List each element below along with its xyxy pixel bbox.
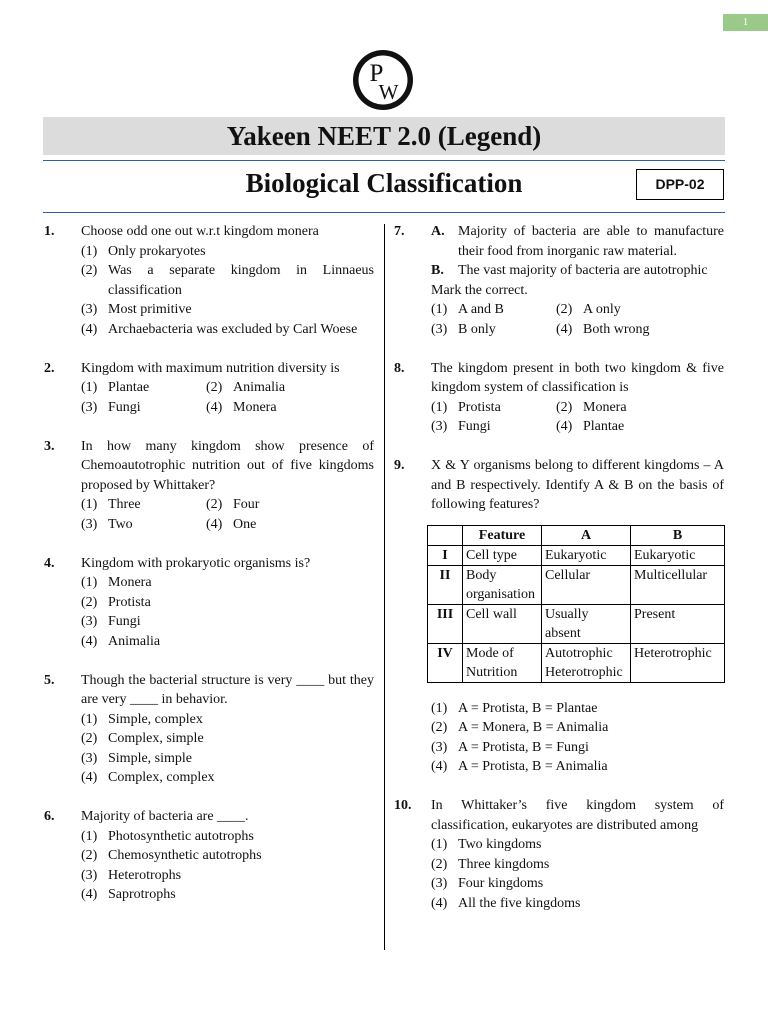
table-row (428, 643, 725, 682)
option-label: (4) (81, 770, 98, 785)
option-item (81, 378, 206, 398)
table-row (428, 565, 725, 604)
option-text: Most primitive (108, 302, 192, 317)
document-title: Yakeen NEET 2.0 (Legend) (43, 117, 725, 155)
option-item (556, 320, 724, 340)
option-label: (4) (431, 895, 448, 911)
features-table (427, 525, 725, 683)
statement-label: A. (431, 224, 445, 239)
option-item (206, 495, 374, 515)
option-label: (2) (81, 263, 98, 278)
question-text: X & Y organisms belong to different kingdoms – A and B respectively. Identify A & B on the basis of following features? (431, 458, 724, 512)
option-label: (1) (431, 700, 448, 716)
table-header-cell: B (631, 525, 725, 545)
option-text: Three kingdoms (458, 856, 550, 872)
question-text: Kingdom with prokaryotic organisms is? (81, 555, 311, 571)
question-number: 6. (44, 809, 55, 824)
table-cell: Usually absent (542, 604, 631, 643)
question-number: 2. (44, 360, 55, 376)
statement-text: Majority of bacteria are able to manufacture their food from inorganic raw material. (458, 224, 724, 259)
option-item (81, 827, 374, 847)
option-label: (2) (431, 856, 448, 872)
question-text: Choose odd one out w.r.t kingdom monera (81, 224, 319, 239)
option-text: Archaebacteria was excluded by Carl Woese (108, 321, 358, 337)
title-rule (43, 160, 725, 161)
option-item (81, 885, 374, 905)
dpp-label-box: DPP-02 (636, 169, 724, 200)
option-item (81, 846, 374, 866)
question-text: Though the bacterial structure is very ____ but they are very ____ in behavior. (81, 672, 374, 707)
option-text: Simple, complex (108, 711, 203, 727)
option-text: All the five kingdoms (458, 895, 581, 911)
option-item (431, 874, 724, 894)
options-list (431, 835, 724, 913)
option-text: Animalia (233, 380, 286, 395)
option-item (431, 757, 724, 777)
options-list (431, 398, 724, 437)
table-cell: Heterotrophic (631, 643, 725, 682)
question-8 (394, 359, 724, 437)
option-label: (2) (81, 594, 98, 610)
option-item (431, 894, 724, 914)
question-text: The kingdom present in both two kingdom & five kingdom system of classification is (431, 360, 724, 395)
option-text: A = Protista, B = Fungi (458, 739, 589, 755)
option-text: Plantae (583, 419, 625, 434)
question-6 (44, 807, 374, 905)
option-text: A and B (458, 302, 504, 317)
option-item (431, 320, 556, 340)
question-number: 5. (44, 672, 55, 688)
question-text: Majority of bacteria are ____. (81, 809, 249, 824)
option-item (431, 718, 724, 738)
question-text: Kingdom with maximum nutrition diversity is (81, 360, 340, 376)
table-row (428, 545, 725, 565)
option-label: (2) (556, 302, 573, 317)
table-row (428, 604, 725, 643)
option-text: Monera (233, 399, 277, 415)
option-item (81, 320, 374, 340)
option-text: Four (233, 497, 260, 512)
option-label: (4) (556, 321, 573, 337)
option-text: Monera (108, 575, 152, 590)
option-text: Four kingdoms (458, 876, 544, 891)
option-item (81, 515, 206, 535)
table-header-cell (428, 525, 463, 545)
option-text: Only prokaryotes (108, 243, 206, 259)
option-text: One (233, 516, 257, 532)
option-text: Animalia (108, 633, 161, 649)
option-item (81, 632, 374, 652)
option-text: Complex, complex (108, 770, 215, 785)
option-label: (3) (81, 867, 98, 883)
question-7 (394, 222, 724, 339)
option-text: Complex, simple (108, 731, 204, 746)
table-cell: Cell type (463, 545, 542, 565)
option-label: (1) (431, 837, 448, 852)
option-text: Photosynthetic autotrophs (108, 828, 254, 844)
option-item (81, 749, 374, 769)
option-label: (1) (81, 243, 98, 259)
question-number: 7. (394, 224, 405, 239)
option-item (431, 300, 556, 320)
option-label: (3) (81, 399, 98, 415)
option-item (431, 738, 724, 758)
document-subtitle: Biological Classification (245, 168, 523, 198)
option-label: (1) (81, 497, 98, 512)
table-header-row (428, 525, 725, 545)
option-label: (1) (81, 828, 98, 844)
option-label: (2) (556, 399, 573, 415)
option-item (431, 417, 556, 437)
question-number: 9. (394, 458, 405, 473)
option-item (81, 495, 206, 515)
option-item (81, 300, 374, 320)
option-item (81, 593, 374, 613)
option-item (556, 300, 724, 320)
option-text: Chemosynthetic autotrophs (108, 848, 262, 863)
svg-text:W: W (378, 80, 399, 104)
option-item (431, 699, 724, 719)
option-text: Saprotrophs (108, 887, 176, 902)
option-text: Three (108, 497, 141, 512)
option-text: Fungi (458, 419, 491, 434)
page-number-badge: 1 (723, 14, 768, 31)
option-text: Was a separate kingdom in Linnaeus classification (108, 263, 374, 298)
options-list (81, 495, 374, 534)
question-number: 1. (44, 224, 55, 239)
column-divider (384, 224, 385, 950)
option-label: (4) (81, 633, 98, 649)
table-cell: Eukaryotic (542, 545, 631, 565)
options-list (81, 378, 374, 417)
option-label: (4) (206, 516, 223, 532)
question-5 (44, 671, 374, 788)
table-header-cell: Feature (463, 525, 542, 545)
option-label: (3) (431, 321, 448, 337)
option-item (81, 261, 374, 300)
option-item (81, 573, 374, 593)
option-label: (1) (81, 575, 98, 590)
question-1 (44, 222, 374, 339)
option-text: Two (108, 516, 133, 532)
option-text: Two kingdoms (458, 837, 542, 852)
options-list (81, 827, 374, 905)
table-cell: Mode of Nutrition (463, 643, 542, 682)
option-item (556, 398, 724, 418)
option-label: (1) (81, 711, 98, 727)
option-item (431, 398, 556, 418)
options-list (81, 573, 374, 651)
option-text: Protista (108, 594, 151, 610)
option-item (556, 417, 724, 437)
table-cell: III (428, 604, 463, 643)
subtitle-rule (43, 212, 725, 213)
option-text: A = Protista, B = Plantae (458, 700, 598, 716)
option-label: (4) (81, 887, 98, 902)
option-item (81, 866, 374, 886)
option-text: B only (458, 321, 496, 337)
option-item (81, 729, 374, 749)
question-text: In Whittaker’s five kingdom system of classification, eukaryotes are distributed among (431, 798, 724, 833)
statement (431, 222, 724, 261)
option-text: A only (583, 302, 621, 317)
option-text: Heterotrophs (108, 867, 182, 883)
pw-logo (353, 50, 413, 110)
question-number: 4. (44, 555, 55, 571)
option-label: (4) (431, 759, 448, 774)
table-cell: II (428, 565, 463, 604)
options-list (431, 699, 724, 777)
statement-text: The vast majority of bacteria are autotrophic (458, 263, 708, 278)
option-item (206, 398, 374, 418)
option-label: (3) (431, 419, 448, 434)
option-label: (3) (81, 302, 98, 317)
option-text: Plantae (108, 380, 150, 395)
statement-label: B. (431, 263, 444, 278)
option-item (81, 398, 206, 418)
table-cell: Multicellular (631, 565, 725, 604)
option-label: (1) (81, 380, 98, 395)
options-list (431, 300, 724, 339)
svg-text:P: P (369, 60, 384, 87)
options-list (81, 710, 374, 788)
table-header-cell: A (542, 525, 631, 545)
left-column (44, 222, 374, 924)
option-label: (4) (556, 419, 573, 434)
table-cell: Present (631, 604, 725, 643)
option-label: (2) (431, 720, 448, 735)
question-4 (44, 554, 374, 652)
statement (431, 261, 724, 281)
table-cell: Body organisation (463, 565, 542, 604)
option-item (206, 515, 374, 535)
table-cell: Autotrophic Heterotrophic (542, 643, 631, 682)
option-label: (3) (81, 516, 98, 532)
question-number: 3. (44, 438, 55, 454)
question-9 (394, 456, 724, 777)
question-3 (44, 437, 374, 535)
option-text: Both wrong (583, 321, 650, 337)
option-text: Monera (583, 399, 627, 415)
option-label: (4) (81, 321, 98, 337)
option-label: (2) (206, 380, 223, 395)
table-cell: Cell wall (463, 604, 542, 643)
question-number: 8. (394, 360, 405, 376)
options-list (81, 242, 374, 340)
option-item (81, 612, 374, 632)
option-text: Fungi (108, 399, 141, 415)
table-cell: Cellular (542, 565, 631, 604)
question-text: In how many kingdom show presence of Chemoautotrophic nutrition out of five kingdoms proposed by Whittaker? (81, 438, 374, 493)
option-item (81, 242, 374, 262)
option-label: (3) (81, 614, 98, 629)
option-text: Fungi (108, 614, 141, 629)
option-text: A = Monera, B = Animalia (458, 720, 609, 735)
question-10 (394, 796, 724, 913)
option-item (206, 378, 374, 398)
option-label: (3) (81, 750, 98, 766)
option-label: (1) (431, 302, 448, 317)
question-number: 10. (394, 798, 412, 813)
option-label: (3) (431, 739, 448, 755)
option-text: A = Protista, B = Animalia (458, 759, 608, 774)
question-text: Mark the correct. (431, 282, 528, 298)
option-item (431, 835, 724, 855)
option-label: (2) (206, 497, 223, 512)
option-text: Simple, simple (108, 750, 192, 766)
option-label: (4) (206, 399, 223, 415)
option-label: (2) (81, 848, 98, 863)
table-cell: IV (428, 643, 463, 682)
table-cell: I (428, 545, 463, 565)
option-label: (1) (431, 399, 448, 415)
option-item (431, 855, 724, 875)
option-item (81, 768, 374, 788)
table-cell: Eukaryotic (631, 545, 725, 565)
option-text: Protista (458, 399, 501, 415)
right-column (394, 222, 724, 933)
option-item (81, 710, 374, 730)
question-2 (44, 359, 374, 418)
option-label: (3) (431, 876, 448, 891)
option-label: (2) (81, 731, 98, 746)
